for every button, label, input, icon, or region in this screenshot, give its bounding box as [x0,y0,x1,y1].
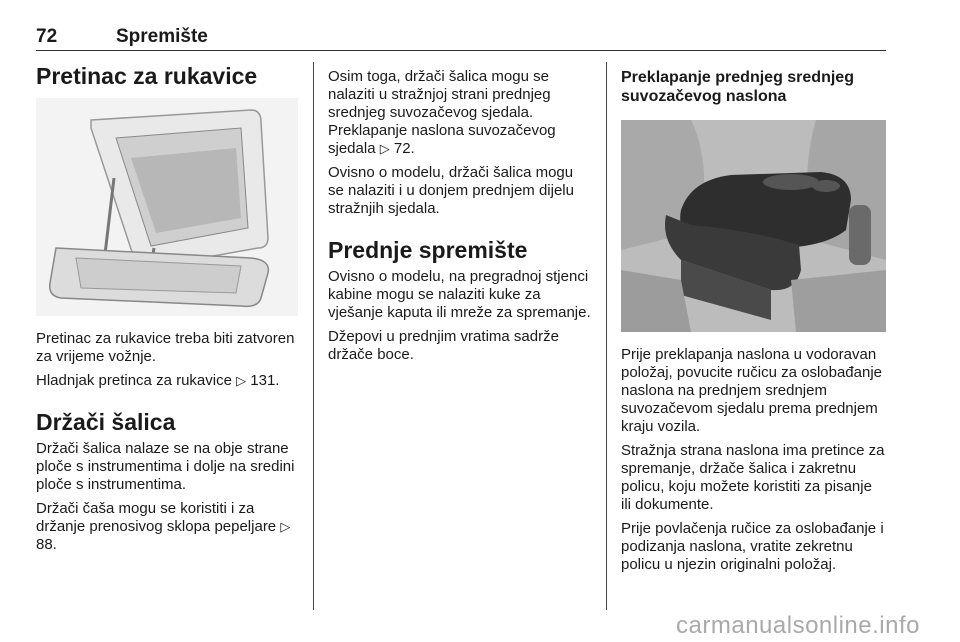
paragraph: Prije povlačenja ručice za oslobađanje i podizanja naslona, vratite zekretnu policu u njezin originalni položaj. [621,520,884,573]
glovebox-illustration [36,98,298,316]
column-2 [328,68,593,370]
folded-seat-icon [621,120,886,332]
paragraph: Osim toga, držači šalica mogu se nalaziti u stražnjoj strani prednjeg srednjeg suvozačevog sjedala. Preklapanje naslona suvozačevog sjedala ▷ 72. [328,68,556,157]
page-reference-icon: ▷ [379,141,390,156]
watermark: carmanualsonline.info [676,612,920,639]
paragraph: Pretinac za rukavice treba biti zatvoren za vrijeme vožnje. [36,330,295,365]
paragraph: Držači čaša mogu se koristiti i za držanje prenosivog sklopa pepeljare ▷ 88. [36,500,291,553]
paragraph: Ovisno o modelu, držači šalica mogu se nalaziti i u donjem prednjem dijelu stražnjih sjedala. [328,164,574,217]
folded-seat-photo [621,120,886,332]
paragraph: Džepovi u prednjim vratima sadrže držače boce. [328,328,559,363]
paragraph: Držači šalica nalaze se na obje strane ploče s instrumentima i dolje na sredini ploče s instrumentima. [36,440,295,493]
paragraph: Prije preklapanja naslona u vodoravan položaj, povucite ručicu za oslobađanje naslona na prednjem srednjem suvozačevom sjedalu prema prednjem kraju vozila. [621,346,882,435]
page-header [36,22,886,51]
column-divider [313,62,314,610]
chapter-title: Spremište [116,26,208,47]
column-3 [621,68,886,580]
paragraph: Ovisno o modelu, na pregradnoj stjenci kabine mogu se nalaziti kuke za vješanje kaputa ili mreže za spremanje. [328,268,591,321]
column-divider [606,62,607,610]
column-1 [36,62,301,560]
paragraph: Stražnja strana naslona ima pretince za spremanje, držače šalica i zakretnu policu, koju možete koristiti za pisanje ili dokumente. [621,442,885,513]
page-number: 72 [36,26,58,47]
page-reference-icon: ▷ [236,373,247,388]
section-heading: Prednje spremište [328,237,528,263]
paragraph: Hladnjak pretinca za rukavice ▷ 131. [36,372,280,389]
section-heading: Držači šalica [36,409,176,435]
page-reference-icon: ▷ [280,519,291,534]
glovebox-icon [36,98,298,316]
section-heading: Preklapanje prednjeg srednjeg suvozačevog naslona [621,69,854,105]
section-title: Pretinac za rukavice [36,63,258,89]
